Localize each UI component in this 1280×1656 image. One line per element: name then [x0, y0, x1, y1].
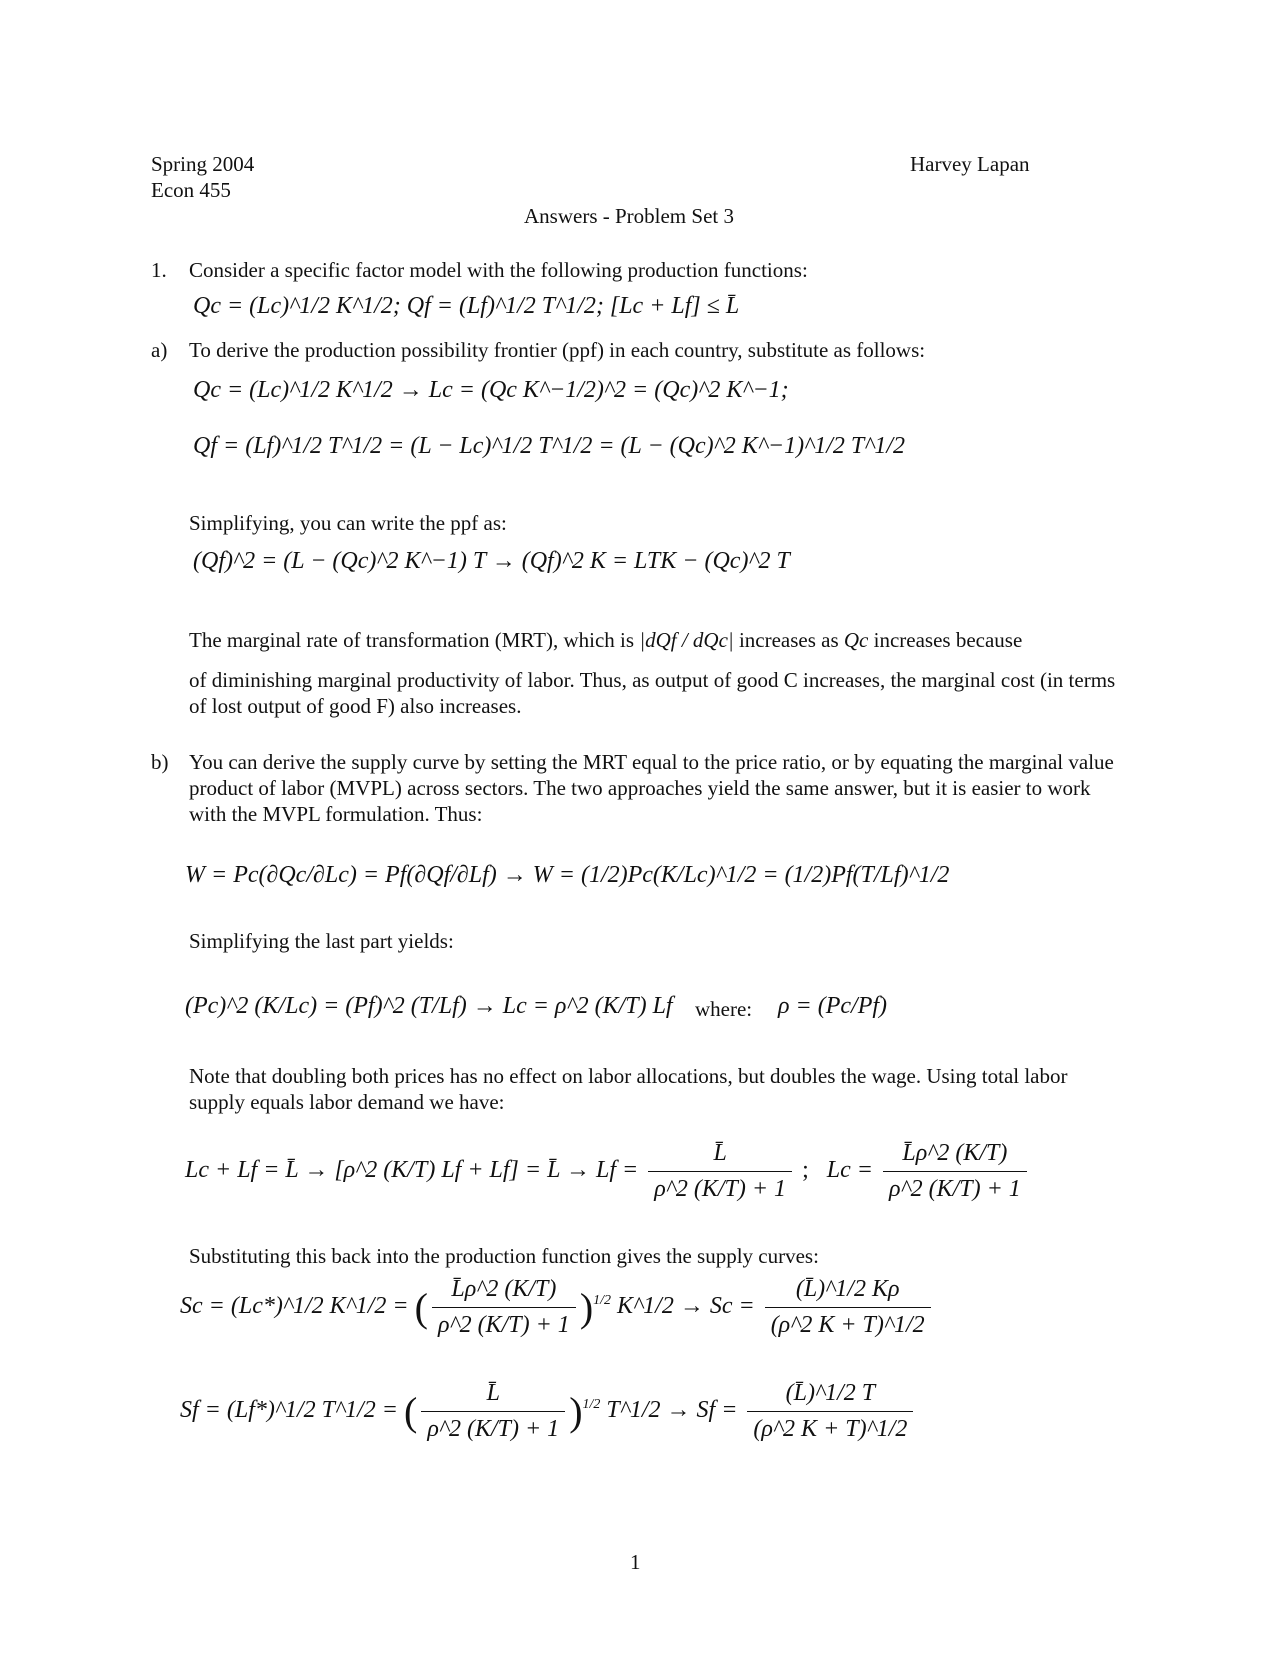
rho-definition: ρ = (Pc/Pf) — [778, 993, 888, 1019]
lc-fraction — [883, 1140, 1027, 1203]
sc-left: Sc = (Lc*)^1/2 K^1/2 = — [180, 1293, 409, 1320]
lf-numerator: L̄ — [648, 1140, 792, 1172]
where-label: where: — [695, 997, 753, 1021]
ppf-simplify-text: Simplifying, you can write the ppf as: — [189, 511, 507, 535]
question-number: 1. — [151, 258, 167, 282]
mrt-paragraph-line1 — [189, 627, 1022, 653]
author-name: Harvey Lapan — [910, 152, 1030, 176]
lf-fraction — [648, 1140, 792, 1203]
ppf-equation: (Qf)^2 = (L − (Qc)^2 K^−1) T → (Qf)^2 K = LTK − (Qc)^2 T — [193, 548, 790, 574]
sc-mid: K^1/2 → Sc = — [617, 1293, 755, 1320]
sc-inner-numerator: L̄ρ^2 (K/T) — [432, 1276, 576, 1308]
sc-inner-fraction — [432, 1276, 576, 1339]
sf-inner-numerator: L̄ — [421, 1380, 565, 1412]
page-number: 1 — [630, 1550, 641, 1574]
sc-inner-denominator: ρ^2 (K/T) + 1 — [437, 1312, 570, 1338]
sf-result-denominator: (ρ^2 K + T)^1/2 — [753, 1416, 908, 1442]
substitution-text: Substituting this back into the production function gives the supply curves: — [189, 1244, 819, 1268]
mrt-expression: |dQf / dQc| — [639, 628, 734, 652]
note-paragraph: Note that doubling both prices has no effect on labor allocations, but doubles the wage. Using total labor supply equals labor demand we have: — [189, 1064, 1068, 1114]
lf-denominator: ρ^2 (K/T) + 1 — [654, 1176, 787, 1202]
part-b-intro: You can derive the supply curve by setting the MRT equal to the price ratio, or by equating the marginal value product of labor (MVPL) across sectors. The two approaches yield the same answer, but it is easier to work with the MVPL formulation. Thus: — [189, 750, 1114, 826]
sc-result-fraction — [765, 1276, 931, 1339]
sc-result-numerator: (L̄)^1/2 Kρ — [765, 1276, 931, 1308]
mrt-paragraph-rest: of diminishing marginal productivity of labor. Thus, as output of good C increases, the marginal cost (in terms of lost output of good F) also increases. — [189, 668, 1116, 718]
labor-c-equation: Qc = (Lc)^1/2 K^1/2 → Lc = (Qc K^−1/2)^2 = (Qc)^2 K^−1; — [193, 377, 789, 403]
production-functions-equation: Qc = (Lc)^1/2 K^1/2; Qf = (Lf)^1/2 T^1/2; [Lc + Lf] ≤ L̄ — [193, 293, 740, 319]
allocation-left: Lc + Lf = L̄ → [ρ^2 (K/T) Lf + Lf] = L̄ → Lf = — [185, 1157, 639, 1184]
mrt-qc: Qc — [843, 628, 869, 652]
wage-simplify-text: Simplifying the last part yields: — [189, 929, 454, 953]
sf-inner-fraction — [421, 1380, 565, 1443]
mrt-text-1: The marginal rate of transformation (MRT), which is — [189, 628, 635, 652]
part-a-intro: To derive the production possibility frontier (ppf) in each country, substitute as follows: — [189, 338, 926, 362]
page-title: Answers - Problem Set 3 — [524, 204, 734, 228]
part-a-label: a) — [151, 338, 168, 362]
wage-equation: W = Pc(∂Qc/∂Lc) = Pf(∂Qf/∂Lf) → W = (1/2)Pc(K/Lc)^1/2 = (1/2)Pf(T/Lf)^1/2 — [185, 862, 950, 888]
mrt-text-3: increases because — [873, 628, 1023, 652]
part-b-label: b) — [151, 750, 169, 774]
lc-denominator: ρ^2 (K/T) + 1 — [888, 1176, 1021, 1202]
sf-result-fraction — [747, 1380, 913, 1443]
supply-c-equation: Sc = (Lc*)^1/2 K^1/2 = ( $\frac{L̄\rho\^{}2 (K/T)}{\rho\^{}2 (K/T) + 1}$ )$^{1/2}$ K^1/2 → Sc = $\frac{(L̄)\^{}1/2 K\rho}{(\rho\^{}2 K + T)\^{}1/2}$ — [180, 1276, 935, 1339]
output-f-equation: Qf = (Lf)^1/2 T^1/2 = (L − Lc)^1/2 T^1/2 = (L − (Qc)^2 K^−1)^1/2 T^1/2 — [193, 433, 905, 459]
mrt-text-2: increases as — [738, 628, 839, 652]
course-label: Econ 455 — [151, 178, 231, 202]
sf-left: Sf = (Lf*)^1/2 T^1/2 = — [180, 1397, 398, 1424]
term-label: Spring 2004 — [151, 152, 255, 176]
question-intro: Consider a specific factor model with the following production functions: — [189, 258, 808, 282]
sf-mid: T^1/2 → Sf = — [606, 1397, 738, 1424]
sf-inner-denominator: ρ^2 (K/T) + 1 — [427, 1416, 560, 1442]
sc-result-denominator: (ρ^2 K + T)^1/2 — [770, 1312, 925, 1338]
supply-f-equation: Sf = (Lf*)^1/2 T^1/2 = ( $\frac{L̄}{\rho\^{}2 (K/T) + 1}$ )$^{1/2}$ T^1/2 → Sf = $\frac{(L̄)\^{}1/2 T}{(\rho\^{}2 K + T)\^{}1/2}$ — [180, 1380, 917, 1443]
labor-ratio-equation: (Pc)^2 (K/Lc) = (Pf)^2 (T/Lf) → Lc = ρ^2 (K/T) Lf — [185, 993, 673, 1019]
labor-allocation-equation: Lc + Lf = L̄ → [ρ^2 (K/T) Lf + Lf] = L̄ → Lf = $\frac{L̄}{\rho\^{}2 (K/T) + 1}$ ; Lc = $\frac{L̄\rho\^{}2 (K/T)}{\rho\^{}2 (K/T) + 1}$ — [185, 1140, 1031, 1203]
lc-numerator: L̄ρ^2 (K/T) — [883, 1140, 1027, 1172]
sf-result-numerator: (L̄)^1/2 T — [747, 1380, 913, 1412]
allocation-lc: Lc = — [826, 1157, 873, 1184]
